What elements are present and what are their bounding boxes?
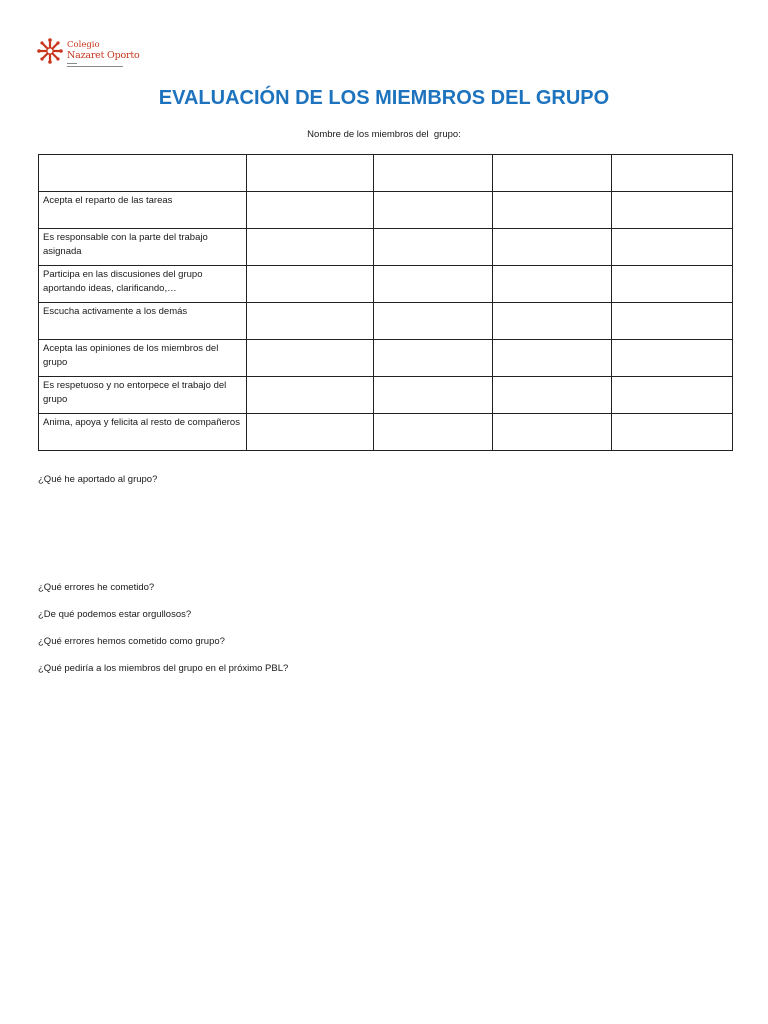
- rating-cell[interactable]: [247, 192, 374, 229]
- sun-emblem-icon: [36, 37, 64, 65]
- table-row: [39, 192, 733, 229]
- member-name-cell[interactable]: [374, 155, 493, 192]
- rating-cell[interactable]: [374, 414, 493, 451]
- rating-cell[interactable]: [493, 192, 612, 229]
- question-own-errors: ¿Qué errores he cometido?: [38, 582, 155, 593]
- rating-cell[interactable]: [374, 303, 493, 340]
- question-contribution: ¿Qué he aportado al grupo?: [38, 474, 158, 485]
- question-next-pbl: ¿Qué pediría a los miembros del grupo en el próximo PBL?: [38, 663, 289, 674]
- criterion-cell: Anima, apoya y felicita al resto de compañeros: [39, 414, 247, 451]
- rating-cell[interactable]: [247, 266, 374, 303]
- rating-cell[interactable]: [612, 266, 733, 303]
- school-logo: [36, 37, 140, 69]
- question-group-errors: ¿Qué errores hemos cometido como grupo?: [38, 636, 225, 647]
- question-proud-of: ¿De qué podemos estar orgullosos?: [38, 609, 192, 620]
- criterion-cell: Acepta el reparto de las tareas: [39, 192, 247, 229]
- rating-cell[interactable]: [247, 414, 374, 451]
- member-name-cell[interactable]: [247, 155, 374, 192]
- table-row: [39, 303, 733, 340]
- table-row: [39, 229, 733, 266]
- rating-cell[interactable]: [247, 229, 374, 266]
- logo-fine-print: [67, 63, 123, 67]
- rating-cell[interactable]: [612, 192, 733, 229]
- page-title: EVALUACIÓN DE LOS MIEMBROS DEL GRUPO: [158, 87, 610, 109]
- rating-cell[interactable]: [374, 340, 493, 377]
- rating-cell[interactable]: [374, 377, 493, 414]
- rating-cell[interactable]: [612, 377, 733, 414]
- rating-cell[interactable]: [493, 340, 612, 377]
- group-members-label: Nombre de los miembros del grupo:: [307, 129, 461, 140]
- table-row: [39, 377, 733, 414]
- criterion-cell: Es responsable con la parte del trabajo asignada: [39, 229, 247, 266]
- rating-cell[interactable]: [493, 377, 612, 414]
- rating-cell[interactable]: [612, 229, 733, 266]
- criterion-cell: Acepta las opiniones de los miembros del grupo: [39, 340, 247, 377]
- evaluation-table: [38, 154, 733, 451]
- rating-cell[interactable]: [493, 229, 612, 266]
- header-corner-cell: [39, 155, 247, 192]
- rating-cell[interactable]: [612, 340, 733, 377]
- rating-cell[interactable]: [247, 340, 374, 377]
- rating-cell[interactable]: [374, 266, 493, 303]
- table-row: [39, 340, 733, 377]
- table-row: [39, 266, 733, 303]
- table-row: [39, 414, 733, 451]
- logo-text-line2: Nazaret Oporto: [67, 49, 140, 61]
- logo-text-line1: Colegio: [67, 40, 100, 50]
- member-name-cell[interactable]: [493, 155, 612, 192]
- rating-cell[interactable]: [374, 229, 493, 266]
- criterion-cell: Participa en las discusiones del grupo aportando ideas, clarificando,…: [39, 266, 247, 303]
- criterion-cell: Escucha activamente a los demás: [39, 303, 247, 340]
- rating-cell[interactable]: [612, 303, 733, 340]
- rating-cell[interactable]: [493, 303, 612, 340]
- criterion-cell: Es respetuoso y no entorpece el trabajo del grupo: [39, 377, 247, 414]
- rating-cell[interactable]: [374, 192, 493, 229]
- rating-cell[interactable]: [493, 414, 612, 451]
- member-names-row: [39, 155, 733, 192]
- rating-cell[interactable]: [493, 266, 612, 303]
- rating-cell[interactable]: [247, 377, 374, 414]
- member-name-cell[interactable]: [612, 155, 733, 192]
- rating-cell[interactable]: [247, 303, 374, 340]
- rating-cell[interactable]: [612, 414, 733, 451]
